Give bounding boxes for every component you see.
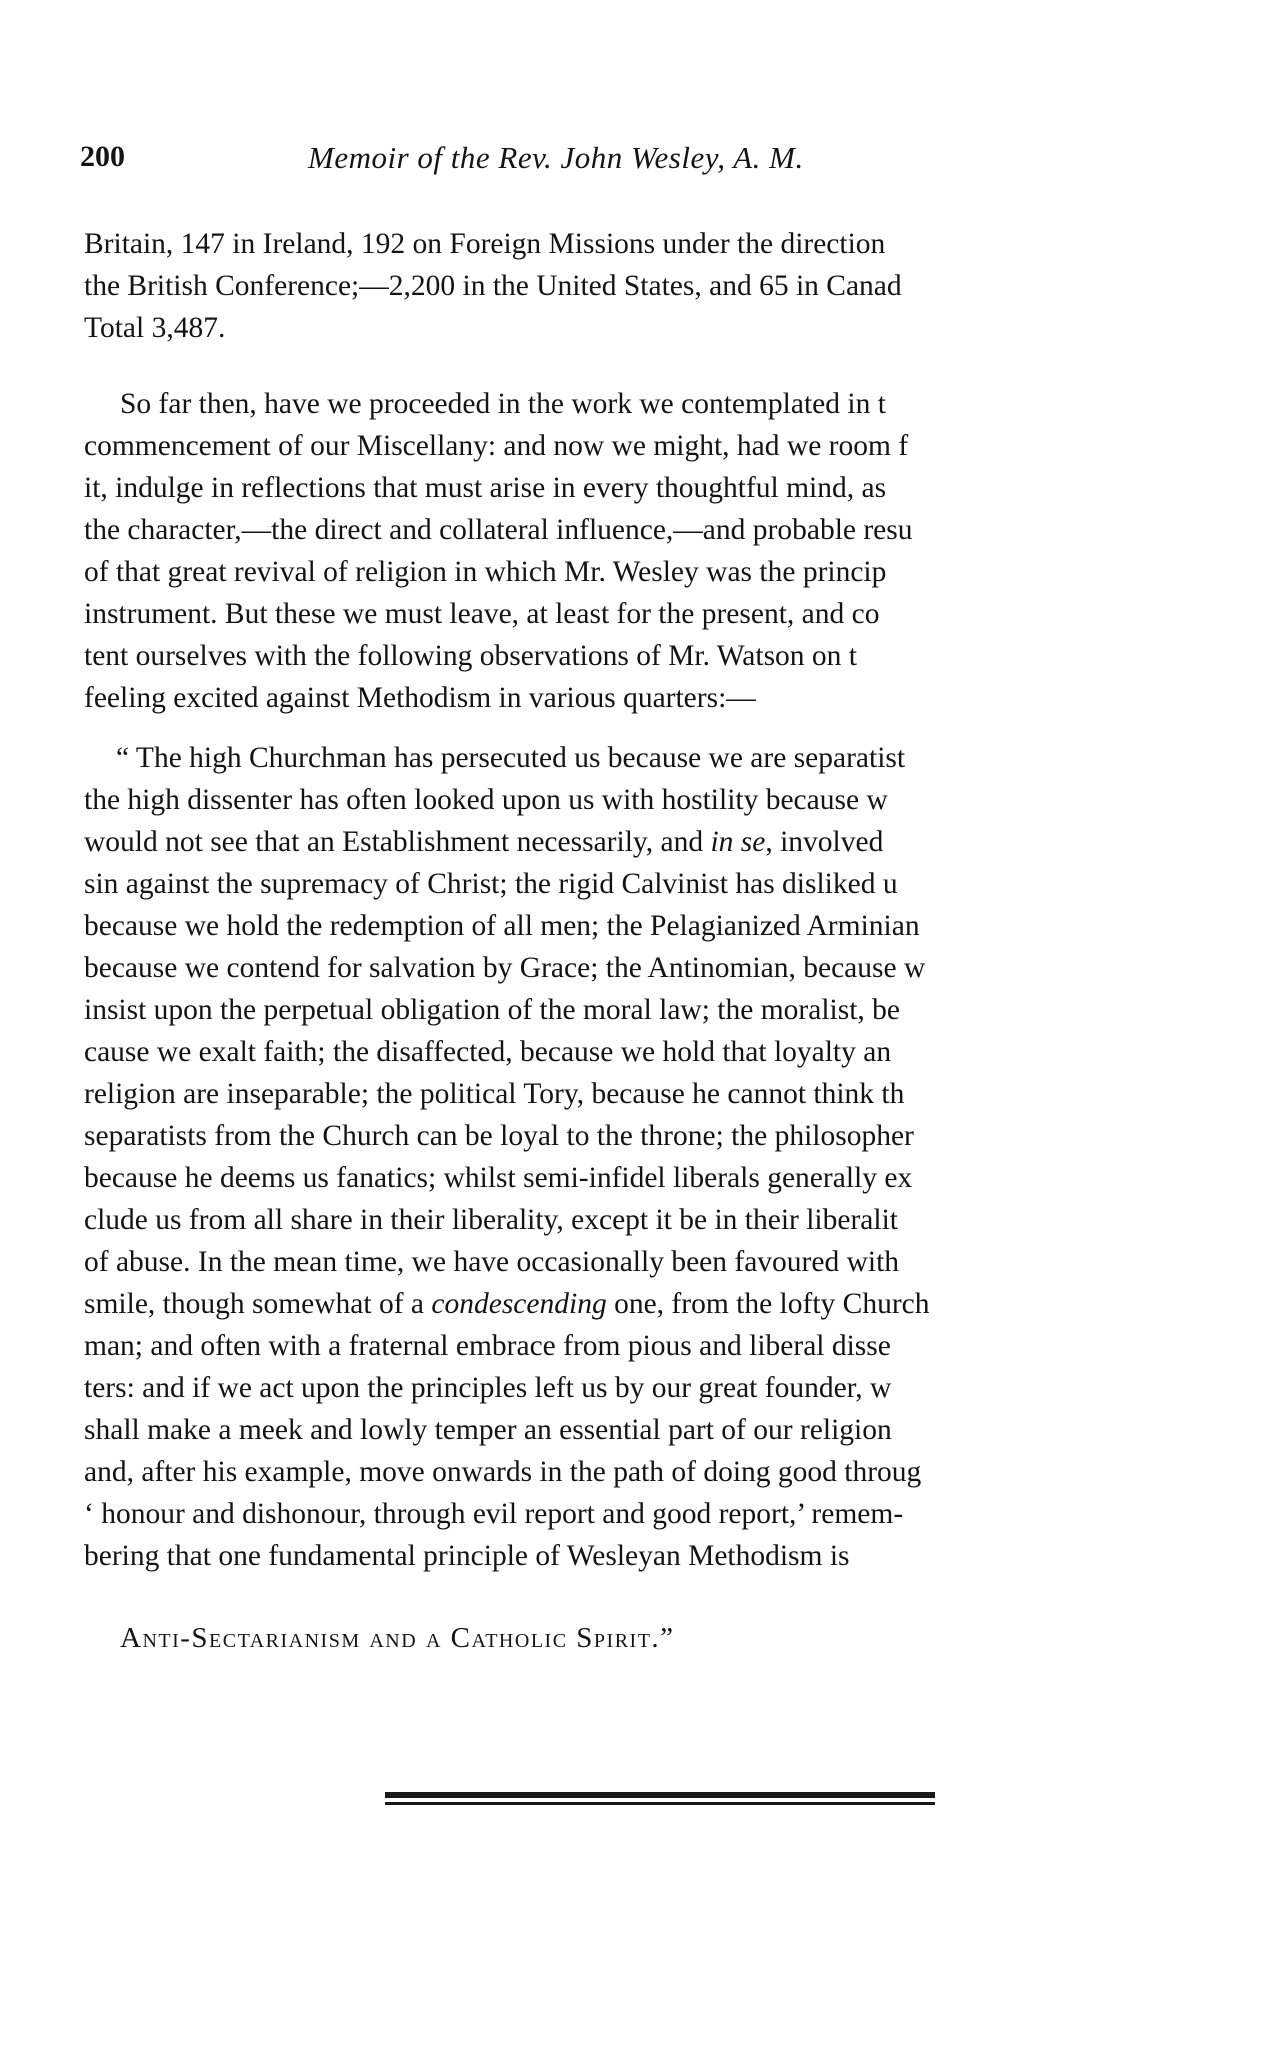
- quote-line: “ The high Churchman has persecuted us because we are separatist: [116, 742, 906, 774]
- text-line: Britain, 147 in Ireland, 192 on Foreign Missions under the direction: [84, 228, 886, 260]
- quote-line: clude us from all share in their liberality, except it be in their liberalit: [84, 1204, 898, 1236]
- quote-line: insist upon the perpetual obligation of the moral law; the moralist, be: [84, 994, 900, 1026]
- text-line: tent ourselves with the following observations of Mr. Watson on t: [84, 640, 858, 672]
- quote-line: ters: and if we act upon the principles left us by our great founder, w: [84, 1372, 892, 1404]
- italic-phrase: in se: [710, 826, 766, 858]
- quote-line: man; and often with a fraternal embrace from pious and liberal disse: [84, 1330, 891, 1362]
- text-line: it, indulge in reflections that must arise in every thoughtful mind, as: [84, 472, 887, 504]
- quote-line: [84, 824, 883, 860]
- quote-line: because he deems us fanatics; whilst semi-infidel liberals generally ex: [84, 1162, 913, 1194]
- page-number: 200: [80, 140, 125, 173]
- quote-line: because we contend for salvation by Grace; the Antinomian, because w: [84, 952, 926, 984]
- text-line: the British Conference;—2,200 in the United States, and 65 in Canad: [84, 270, 902, 302]
- running-title: Memoir of the Rev. John Wesley, A. M.: [308, 140, 804, 175]
- quote-text: would not see that an Establishment necessarily, and: [84, 826, 711, 858]
- quote-line: [84, 1286, 930, 1322]
- closing-motto: Anti-Sectarianism and a Catholic Spirit.”: [120, 1622, 675, 1654]
- quote-line: ‘ honour and dishonour, through evil report and good report,’ remem-: [84, 1498, 904, 1530]
- running-head: [80, 140, 1190, 180]
- quote-line: and, after his example, move onwards in the path of doing good throug: [84, 1456, 922, 1488]
- text-line: feeling excited against Methodism in various quarters:—: [84, 682, 756, 714]
- quote-line: religion are inseparable; the political Tory, because he cannot think th: [84, 1078, 905, 1110]
- quote-line: cause we exalt faith; the disaffected, because we hold that loyalty an: [84, 1036, 892, 1068]
- quote-text: one, from the lofty Church: [606, 1288, 930, 1320]
- quote-line: the high dissenter has often looked upon us with hostility because w: [84, 784, 888, 816]
- quote-line: sin against the supremacy of Christ; the rigid Calvinist has disliked u: [84, 868, 898, 900]
- text-line: Total 3,487.: [84, 312, 226, 344]
- italic-phrase: condescending: [431, 1288, 607, 1320]
- text-line: the character,—the direct and collateral influence,—and probable resu: [84, 514, 913, 546]
- quote-text: , involved: [765, 826, 884, 858]
- section-divider: [385, 1792, 935, 1812]
- quote-line: separatists from the Church can be loyal to the throne; the philosopher: [84, 1120, 914, 1152]
- quote-line: because we hold the redemption of all men; the Pelagianized Arminian: [84, 910, 920, 942]
- divider-thick-rule: [385, 1792, 935, 1798]
- divider-thin-rule: [385, 1802, 935, 1805]
- quote-line: shall make a meek and lowly temper an essential part of our religion: [84, 1414, 892, 1446]
- text-line: So far then, have we proceeded in the work we contemplated in t: [120, 388, 886, 420]
- text-line: commencement of our Miscellany: and now we might, had we room f: [84, 430, 909, 462]
- quote-line: bering that one fundamental principle of Wesleyan Methodism is: [84, 1540, 850, 1572]
- text-line: of that great revival of religion in which Mr. Wesley was the princip: [84, 556, 887, 588]
- quote-text: smile, though somewhat of a: [84, 1288, 432, 1320]
- quote-line: of abuse. In the mean time, we have occasionally been favoured with: [84, 1246, 900, 1278]
- text-line: instrument. But these we must leave, at least for the present, and co: [84, 598, 880, 630]
